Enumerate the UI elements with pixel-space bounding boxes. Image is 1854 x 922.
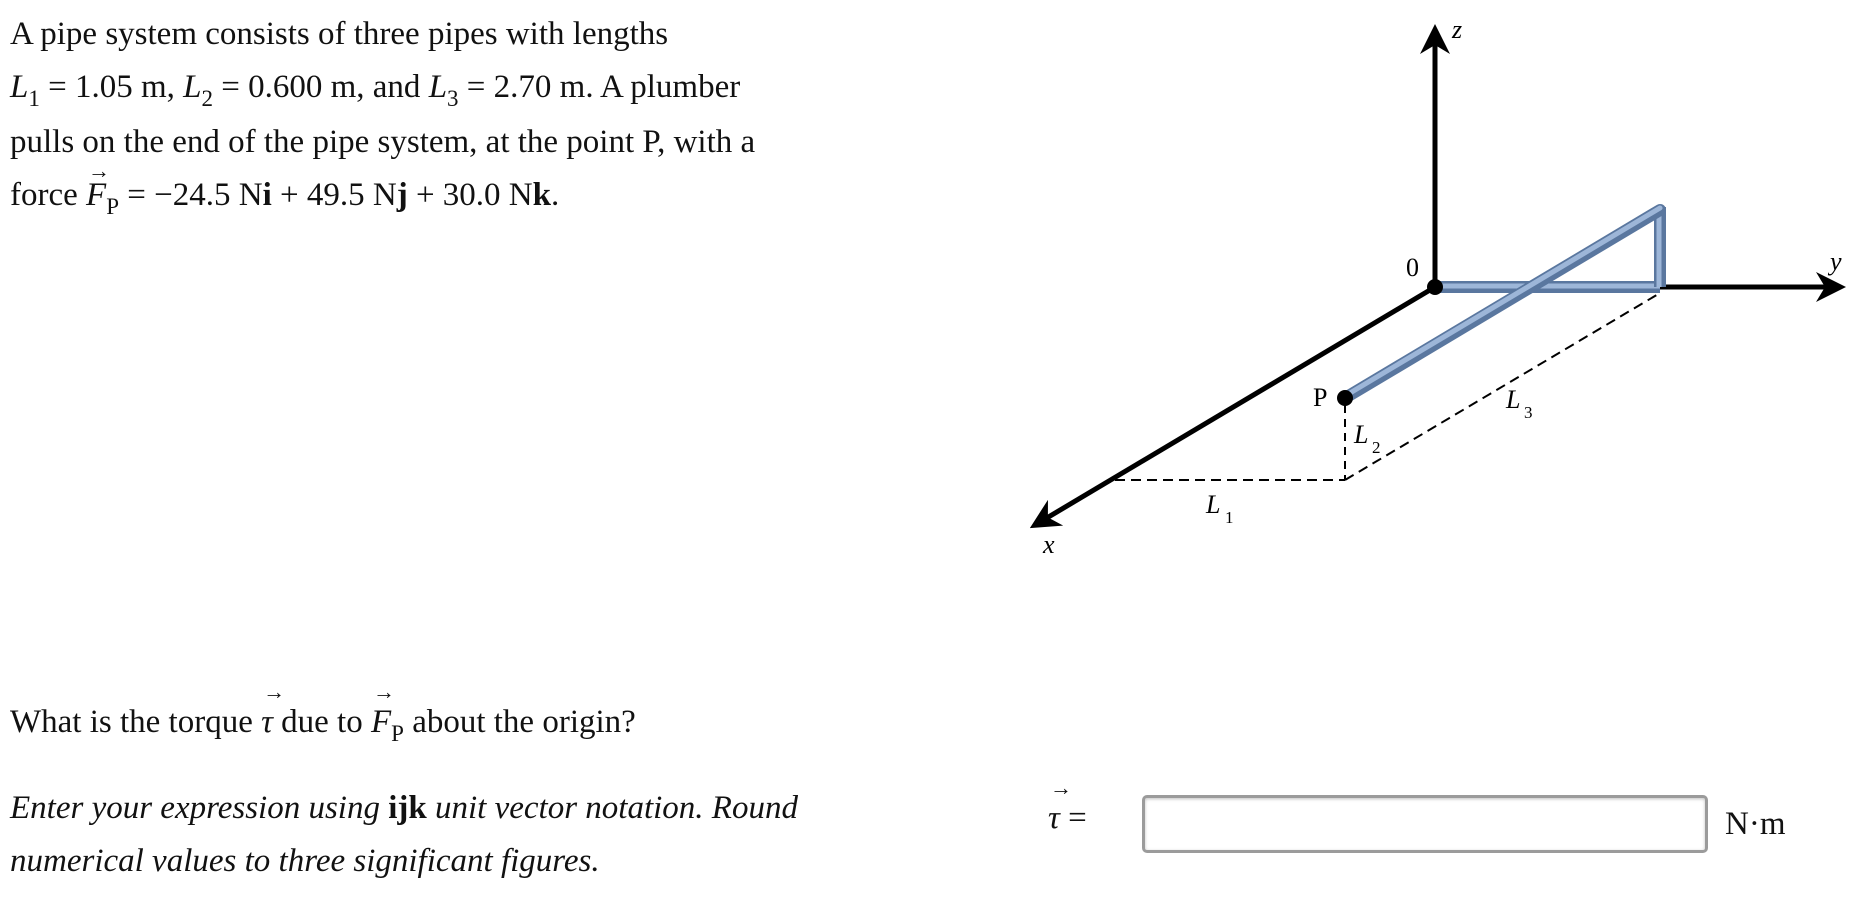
L2-label: L <box>1354 420 1369 449</box>
force-expr-1: = −24.5 N <box>119 177 263 213</box>
problem-line-1: A pipe system consists of three pipes with lengths <box>10 16 669 52</box>
point-P-dot <box>1337 390 1353 406</box>
x-axis-label: x <box>1043 530 1055 559</box>
L2-value: = 0.600 m, and <box>213 69 429 105</box>
problem-line-4 <box>10 169 890 224</box>
question-force-symbol: → F <box>371 704 391 741</box>
answer-unit: N·m <box>1725 806 1786 842</box>
x-axis <box>1035 287 1435 525</box>
L2-symbol: L <box>183 69 202 105</box>
question-text <box>10 704 636 746</box>
answer-torque-symbol: → τ <box>1048 800 1060 837</box>
problem-statement <box>10 8 890 224</box>
unit-vector-i: i <box>262 177 272 213</box>
force-subscript: P <box>106 194 119 219</box>
force-expr-2: + 49.5 N <box>271 177 397 213</box>
L1-label: L <box>1206 490 1221 519</box>
unit-vector-k: k <box>532 177 551 213</box>
y-axis-label: y <box>1830 247 1842 276</box>
L2-subscript: 2 <box>201 86 213 111</box>
question-post: about the origin? <box>403 704 636 740</box>
L3-dashed-line <box>1345 293 1660 480</box>
L3-value: = 2.70 m. A plumber <box>458 69 741 105</box>
question-pre: What is the torque <box>10 704 262 740</box>
unit-vector-j: j <box>396 177 408 213</box>
point-P-label: P <box>1313 383 1328 412</box>
origin-dot <box>1427 279 1443 295</box>
origin-label: 0 <box>1406 253 1419 282</box>
L1-label-subscript: 1 <box>1225 508 1234 527</box>
question-mid: due to <box>272 704 371 740</box>
question-force-subscript: P <box>391 721 404 746</box>
L3-label-subscript: 3 <box>1524 403 1533 422</box>
problem-line-2 <box>10 61 890 116</box>
L3-symbol: L <box>428 69 448 105</box>
problem-line-3: pulls on the end of the pipe system, at the point P, with a <box>10 124 756 160</box>
L3-label: L <box>1506 385 1521 414</box>
L1-value: = 1.05 m, <box>39 69 184 105</box>
pipes <box>1345 207 1660 398</box>
instruction-post: unit vector notation. Round numerical values to three significant figures. <box>10 790 798 879</box>
force-expr-3: + 30.0 N <box>407 177 533 213</box>
L1-subscript: 1 <box>28 86 40 111</box>
torque-symbol: → τ <box>261 704 273 741</box>
instruction-bold: ijk <box>388 790 427 826</box>
L2-label-subscript: 2 <box>1372 438 1381 457</box>
instruction-pre: Enter your expression using <box>10 790 389 826</box>
L1-symbol: L <box>10 69 29 105</box>
force-word: force <box>10 177 87 213</box>
instruction-text <box>10 782 890 888</box>
L3-subscript: 3 <box>447 86 459 111</box>
force-vector-symbol: → F <box>86 169 106 222</box>
answer-equals: = <box>1059 800 1087 836</box>
pipe-system-diagram <box>1010 0 1854 570</box>
torque-answer-input[interactable] <box>1142 795 1708 853</box>
force-expr-end: . <box>551 177 560 213</box>
z-axis-label: z <box>1452 15 1463 44</box>
answer-label <box>1048 800 1087 837</box>
